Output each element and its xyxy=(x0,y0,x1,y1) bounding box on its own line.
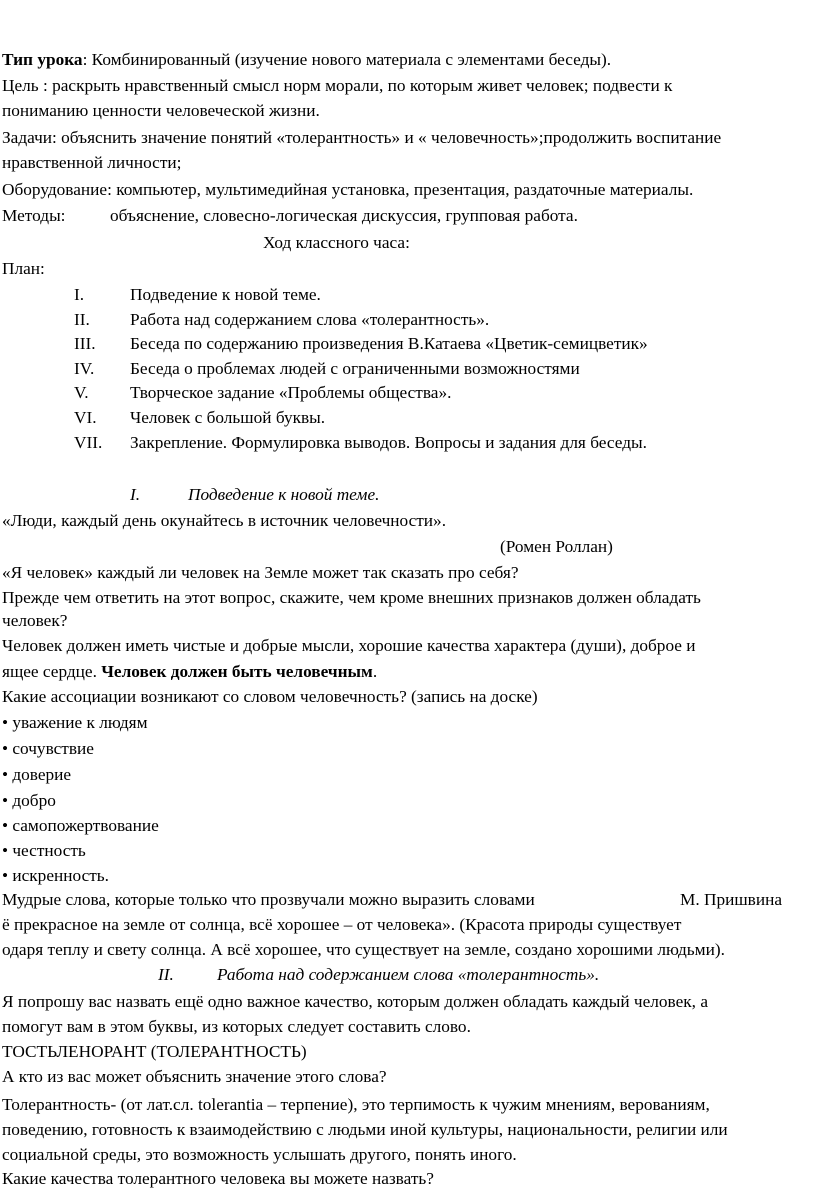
epigraph-author: (Ромен Роллан) xyxy=(500,537,613,556)
paragraph: Какие качества толерантного человека вы можете назвать? xyxy=(2,1169,434,1188)
paragraph: Человек должен иметь чистые и добрые мысли, хорошие качества характера (души), доброе и xyxy=(2,636,696,655)
plan-item-number: VII. xyxy=(74,433,103,452)
section-2-title: Работа над содержанием слова «толерантность». xyxy=(217,965,600,984)
paragraph: А кто из вас может объяснить значение этого слова? xyxy=(2,1067,387,1086)
paragraph: поведению, готовность к взаимодействию с людьми иной культуры, национальности, религии или xyxy=(2,1120,728,1139)
tasks-line-2: нравственной личности; xyxy=(2,153,182,172)
goal-line-2: пониманию ценности человеческой жизни. xyxy=(2,101,320,120)
association-item: • искренность. xyxy=(2,866,109,885)
plan-item-text: Подведение к новой теме. xyxy=(130,285,321,304)
paragraph: Толерантность- (от лат.сл. tolerantia – терпение), это терпимость к чужим мнениям, верованиям, xyxy=(2,1095,710,1114)
association-item: • самопожертвование xyxy=(2,816,159,835)
plan-item-text: Беседа по содержанию произведения В.Катаева «Цветик-семицветик» xyxy=(130,334,648,353)
paragraph xyxy=(2,662,377,682)
plan-item-text: Человек с большой буквы. xyxy=(130,408,326,427)
plan-label: План: xyxy=(2,259,45,278)
goal-line-1: Цель : раскрыть нравственный смысл норм морали, по которым живет человек; подвести к xyxy=(2,76,673,95)
association-item: • сочувствие xyxy=(2,739,94,758)
tasks-line-1: Задачи: объяснить значение понятий «толерантность» и « человечность»;продолжить воспитание xyxy=(2,128,722,147)
text-run: . xyxy=(372,662,378,681)
association-item: • честность xyxy=(2,841,86,860)
plan-item-number: VI. xyxy=(74,408,97,427)
association-item: • доверие xyxy=(2,765,72,784)
plan-item-text: Беседа о проблемах людей с ограниченными возможностями xyxy=(130,359,580,378)
lesson-type-line xyxy=(2,50,611,70)
paragraph: помогут вам в этом буквы, из которых следует составить слово. xyxy=(2,1017,471,1036)
plan-item-number: I. xyxy=(74,285,85,304)
paragraph: Я попрошу вас назвать ещё одно важное качество, которым должен обладать каждый человек, а xyxy=(2,992,708,1011)
plan-item-number: V. xyxy=(74,383,89,402)
methods-label: Методы: xyxy=(2,206,66,225)
course-title: Ход классного часа: xyxy=(263,233,410,252)
plan-item-number: IV. xyxy=(74,359,95,378)
paragraph: Прежде чем ответить на этот вопрос, скажите, чем кроме внешних признаков должен обладать xyxy=(2,588,701,607)
paragraph: человек? xyxy=(2,611,68,630)
methods-value: объяснение, словесно-логическая дискуссия, групповая работа. xyxy=(110,206,578,225)
plan-item-text: Закрепление. Формулировка выводов. Вопросы и задания для беседы. xyxy=(130,433,647,452)
paragraph: ё прекрасное на земле от солнца, всё хорошее – от человека». (Красота природы существует xyxy=(2,915,682,934)
plan-item-number: III. xyxy=(74,334,96,353)
paragraph: социальной среды, это возможность услышать другого, понять иного. xyxy=(2,1145,517,1164)
lesson-type-label: Тип урока xyxy=(2,50,83,69)
paragraph: Мудрые слова, которые только что прозвучали можно выразить словами xyxy=(2,890,535,909)
section-1-number: I. xyxy=(130,485,141,504)
paragraph: одаря теплу и свету солнца. А всё хорошее, что существует на земле, создано хорошими людьми). xyxy=(2,940,725,959)
paragraph: Какие ассоциации возникают со словом человечность? (запись на доске) xyxy=(2,687,538,706)
paragraph: ТОСТЬЛЕНОРАНТ (ТОЛЕРАНТНОСТЬ) xyxy=(2,1042,307,1061)
text-run: ящее сердце. xyxy=(2,662,102,681)
plan-item-number: II. xyxy=(74,310,90,329)
association-item: • добро xyxy=(2,791,56,810)
epigraph-quote: «Люди, каждый день окунайтесь в источник человечности». xyxy=(2,511,447,530)
plan-item-text: Работа над содержанием слова «толерантность». xyxy=(130,310,490,329)
association-item: • уважение к людям xyxy=(2,713,148,732)
section-2-number: II. xyxy=(158,965,174,984)
equipment-line: Оборудование: компьютер, мультимедийная установка, презентация, раздаточные материалы. xyxy=(2,180,694,199)
plan-item-text: Творческое задание «Проблемы общества». xyxy=(130,383,452,402)
paragraph: «Я человек» каждый ли человек на Земле может так сказать про себя? xyxy=(2,563,519,582)
section-1-title: Подведение к новой теме. xyxy=(188,485,380,504)
emphasis-text: Человек должен быть человечным xyxy=(101,662,373,681)
quote-author: М. Пришвина xyxy=(680,890,783,909)
lesson-type-value: : Комбинированный (изучение нового материала с элементами беседы). xyxy=(82,50,612,69)
